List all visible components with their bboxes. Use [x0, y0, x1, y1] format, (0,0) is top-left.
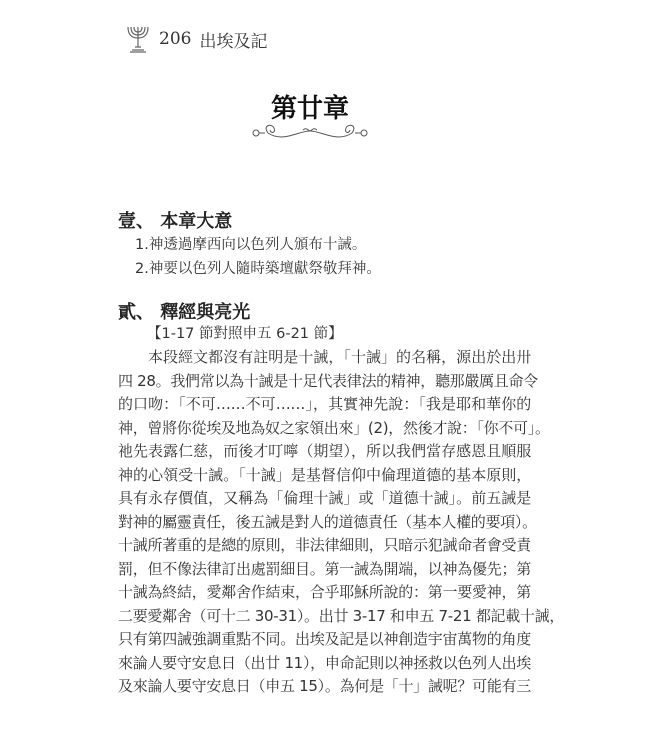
paragraph-line: 神，曾將你從埃及地為奴之家領出來」(2)，然後才說：「你不可」。 [118, 419, 550, 437]
paragraph-line: 十誡所著重的是總的原則，非法律細則，只暗示犯誡命者會受責 [118, 536, 531, 554]
paragraph-line: 對神的屬靈責任，後五誡是對人的道德責任（基本人權的要項）。 [118, 513, 537, 531]
paragraph-line: 二要愛鄰舍（可十二 30-31）。出廿 3-17 和申五 7-21 都記載十誡， [118, 607, 565, 625]
page-number: 206 [159, 29, 192, 49]
paragraph-line: 罰，但不像法律訂出處罰細目。第一誡為開端，以神為優先；第 [118, 560, 531, 578]
section-heading-exegesis: 貳、 釋經與亮光 [118, 302, 251, 323]
scripture-reference: 【1-17 節對照申五 6-21 節】 [147, 326, 343, 342]
paragraph-line: 本段經文都沒有註明是十誡，「十誡」的名稱，源出於出卅 [148, 348, 531, 366]
paragraph-line: 祂先表露仁慈，而後才叮嚀（期望），所以我們當存感恩且順服 [118, 442, 531, 460]
book-title: 出埃及記 [199, 31, 268, 52]
ornament-divider-icon [248, 122, 372, 144]
paragraph-line: 具有永存價值，又稱為「倫理十誡」或「道德十誡」。前五誡是 [118, 489, 531, 507]
menorah-icon [125, 24, 151, 54]
paragraph-line: 的口吻：「不可……不可……」，其實神先說：「我是耶和華你的 [118, 395, 531, 413]
paragraph-line: 只有第四誡強調重點不同。出埃及記是以神創造宇宙萬物的角度 [118, 630, 531, 648]
paragraph-line: 來論人要守安息日（出廿 11），申命記則以神拯救以色列人出埃 [118, 654, 531, 672]
summary-item: 2.神要以色列人隨時築壇獻祭敬拜神。 [135, 261, 381, 277]
chapter-title: 第廿章 [270, 94, 349, 124]
summary-item: 1.神透過摩西向以色列人頒布十誡。 [135, 237, 367, 253]
paragraph-line: 十誡為終結，愛鄰舍作結束，合乎耶穌所說的：第一要愛神，第 [118, 583, 531, 601]
paragraph-line: 四 28。我們常以為十誡是十足代表律法的精神，聽那嚴厲且命令 [118, 372, 538, 390]
running-header [125, 22, 267, 56]
paragraph-line: 及來論人要守安息日（申五 15）。為何是「十」誡呢？可能有三 [118, 677, 531, 695]
section-heading-summary: 壹、 本章大意 [118, 211, 233, 232]
paragraph-line: 神的心領受十誡。「十誡」是基督信仰中倫理道德的基本原則， [118, 466, 531, 484]
